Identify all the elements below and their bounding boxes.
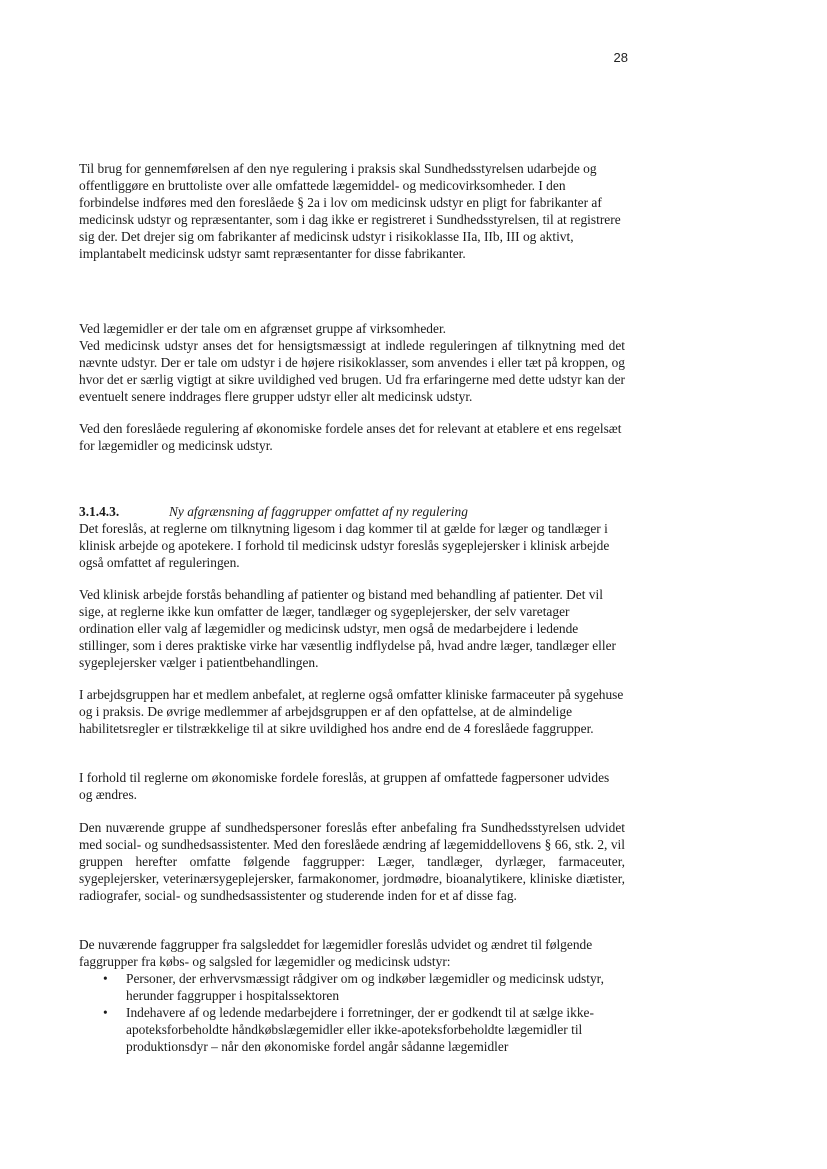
section-title: Ny afgrænsning af faggrupper omfattet af ny regulering bbox=[169, 504, 468, 519]
paragraph-economic-benefits bbox=[79, 769, 625, 803]
paragraph-text: I arbejdsgruppen har et medlem anbefalet, at reglerne også omfatter kliniske farmaceuter på sygehuse og i praksis. De øvrige medlemmer af arbejdsgruppen er af den opfattelse, at de almindelige habilitetsregler er tilstrækkelige til at sikre uvildighed hos andre end de 4 foreslåede faggrupper. bbox=[79, 687, 624, 736]
paragraph-text: Ved den foreslåede regulering af økonomiske fordele anses det for relevant at etablere et ens regelsæt for lægemidler og medicinsk udstyr. bbox=[79, 421, 622, 453]
list-item-text: Indehavere af og ledende medarbejdere i forretninger, der er godkendt til at sælge ikke-apoteksforbeholdte håndkøbslægemidler eller ikke-apoteksforbeholdte lægemidler til produktionsdyr – når den økonomiske fordel angår sådanne lægemidler bbox=[126, 1005, 594, 1054]
paragraph-common-rules bbox=[79, 420, 625, 454]
list-item bbox=[79, 970, 625, 1004]
paragraph-text: Ved klinisk arbejde forstås behandling af patienter og bistand med behandling af patienter. Det vil sige, at reglerne ikke kun omfatter de læger, tandlæger og sygeplejersker, der selv varetager ordination eller valg af lægemidler og medicinsk udstyr, men også de medarbejdere i ledende stillinger, som i deres praktiske virke har væsentlig indflydelse på, hvad andre læger, tandlæger eller sygeplejersker vælger i patientbehandlingen. bbox=[79, 587, 617, 670]
paragraph-text: De nuværende faggrupper fra salgsleddet for lægemidler foreslås udvidet og ændret til følgende faggrupper fra købs- og salgsled for lægemidler og medicinsk udstyr: bbox=[79, 937, 593, 969]
paragraph-scope bbox=[79, 320, 625, 405]
paragraph-clinical-work bbox=[79, 586, 625, 671]
paragraph-text: I forhold til reglerne om økonomiske fordele foreslås, at gruppen af omfattede fagpersoner udvides og ændres. bbox=[79, 770, 610, 802]
section-3-1-4-3 bbox=[79, 503, 625, 571]
bullet-icon: • bbox=[103, 1005, 108, 1020]
paragraph-registration bbox=[79, 160, 625, 262]
paragraph-text: Ved lægemidler er der tale om en afgrænset gruppe af virksomheder. bbox=[79, 321, 447, 336]
bullet-list bbox=[79, 970, 625, 1055]
paragraph-sales-groups bbox=[79, 936, 625, 1055]
paragraph-text: Det foreslås, at reglerne om tilknytning ligesom i dag kommer til at gælde for læger og tandlæger i klinisk arbejde og apotekere. I forhold til medicinsk udstyr foreslås sygeplejersker i klinisk arbejde også omfattet af reguleringen. bbox=[79, 521, 610, 570]
section-heading bbox=[79, 503, 625, 520]
page-number: 28 bbox=[613, 50, 628, 65]
list-item bbox=[79, 1004, 625, 1055]
section-number: 3.1.4.3. bbox=[79, 504, 120, 519]
paragraph-text: Ved medicinsk udstyr anses det for hensigtsmæssigt at indlede reguleringen af tilknytning med det nævnte udstyr. Der er tale om udstyr i de højere risikoklasser, som anvendes i eller tæt på kroppen, og hvor det er særlig vigtigt at sikre uvildighed ved brugen. Ud fra erfaringerne med dette udstyr kan der eventuelt senere inddrages flere grupper udstyr eller alt medicinsk udstyr. bbox=[79, 338, 625, 404]
bullet-icon: • bbox=[103, 971, 108, 986]
paragraph-health-persons bbox=[79, 819, 625, 904]
paragraph-text: Den nuværende gruppe af sundhedspersoner foreslås efter anbefaling fra Sundhedsstyrelsen udvidet med social- og sundhedsassistenter. Med den foreslåede ændring af lægemiddellovens § 66, stk. 2, vil gruppen herefter omfatte følgende faggrupper: Læger, tandlæger, dyrlæger, farmaceuter, sygeplejersker, veterinærsygeplejersker, farmakonomer, jordmødre, bioanalytikere, kliniske diætister, radiografer, social- og sundhedsassistenter og studerende inden for et af disse fag. bbox=[79, 820, 625, 903]
paragraph-working-group bbox=[79, 686, 625, 737]
paragraph-text: Til brug for gennemførelsen af den nye regulering i praksis skal Sundhedsstyrelsen udarbejde og offentliggøre en bruttoliste over alle omfattede lægemiddel- og medicovirksomheder. I den forbindelse indføres med den foreslåede § 2a i lov om medicinsk udstyr en pligt for fabrikanter af medicinsk udstyr og repræsentanter, som i dag ikke er registreret i Sundhedsstyrelsen, til at registrere sig der. Det drejer sig om fabrikanter af medicinsk udstyr i risikoklasse IIa, IIb, III og aktivt, implantabelt medicinsk udstyr samt repræsentanter for disse fabrikanter. bbox=[79, 161, 621, 261]
list-item-text: Personer, der erhvervsmæssigt rådgiver om og indkøber lægemidler og medicinsk udstyr, herunder faggrupper i hospitalssektoren bbox=[126, 971, 604, 1003]
